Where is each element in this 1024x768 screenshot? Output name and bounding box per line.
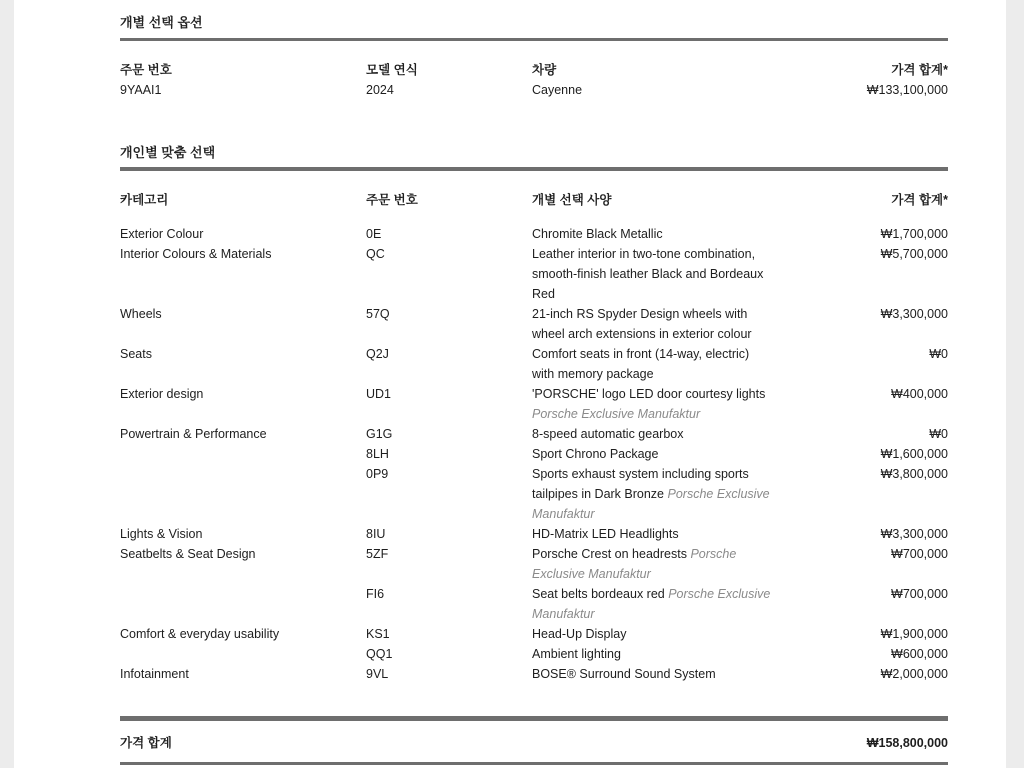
grand-total-value: ₩158,800,000 xyxy=(866,736,948,750)
option-code: KS1 xyxy=(366,627,390,641)
option-description-line: Ambient lighting xyxy=(532,647,621,661)
order-no-value: 9YAAI1 xyxy=(120,83,162,97)
option-code: UD1 xyxy=(366,387,392,401)
option-description-text: Seat belts bordeaux red xyxy=(532,587,665,601)
option-price: ₩3,300,000 xyxy=(880,527,948,541)
order-no-header: 주문 번호 xyxy=(120,63,172,77)
total-bottom-rule xyxy=(120,762,948,765)
option-code: 0P9 xyxy=(366,467,389,481)
total-top-rule xyxy=(120,716,948,721)
option-price: ₩2,000,000 xyxy=(880,667,948,681)
option-code: 9VL xyxy=(366,667,389,681)
option-category: Seatbelts & Seat Design xyxy=(120,547,256,561)
option-price: ₩0 xyxy=(929,427,948,441)
option-code: 8LH xyxy=(366,447,389,461)
option-code: 57Q xyxy=(366,307,390,321)
option-description-line: 21-inch RS Spyder Design wheels with xyxy=(532,307,748,321)
option-description-line: BOSE® Surround Sound System xyxy=(532,667,716,681)
option-description-line: HD-Matrix LED Headlights xyxy=(532,527,679,541)
option-description-line: Sports exhaust system including sports xyxy=(532,467,749,481)
option-description-line: Comfort seats in front (14-way, electric) xyxy=(532,347,750,361)
option-code: FI6 xyxy=(366,587,385,601)
option-description-line: 8-speed automatic gearbox xyxy=(532,427,684,441)
total-header: 가격 합계* xyxy=(891,63,948,77)
option-category: Infotainment xyxy=(120,667,189,681)
option-description-line: Red xyxy=(532,287,555,301)
option-price: ₩700,000 xyxy=(891,587,948,601)
option-code: G1G xyxy=(366,427,393,441)
option-price: ₩700,000 xyxy=(891,547,948,561)
model-year-header: 모델 연식 xyxy=(366,63,418,77)
option-header: 개별 선택 사양 xyxy=(532,193,612,207)
option-price: ₩5,700,000 xyxy=(880,247,948,261)
option-price: ₩3,300,000 xyxy=(880,307,948,321)
option-code: Q2J xyxy=(366,347,389,361)
option-category: Exterior Colour xyxy=(120,227,204,241)
exclusive-manufaktur-label: Porsche Exclusive xyxy=(668,587,771,601)
exclusive-manufaktur-label: Porsche Exclusive xyxy=(667,487,770,501)
option-description-line xyxy=(532,584,822,604)
option-description-line: Leather interior in two-tone combination, xyxy=(532,247,756,261)
option-description-line: 'PORSCHE' logo LED door courtesy lights xyxy=(532,387,766,401)
option-price: ₩0 xyxy=(929,347,948,361)
vehicle-value: Cayenne xyxy=(532,83,583,97)
vehicle-header: 차량 xyxy=(532,63,557,77)
option-price: ₩3,800,000 xyxy=(880,467,948,481)
option-price: ₩1,700,000 xyxy=(880,227,948,241)
section2-rule xyxy=(120,167,948,171)
option-description-text: tailpipes in Dark Bronze xyxy=(532,487,665,501)
section1-rule xyxy=(120,38,948,41)
option-category: Wheels xyxy=(120,307,162,321)
option-category: Seats xyxy=(120,347,152,361)
option-description-line: Sport Chrono Package xyxy=(532,447,659,461)
document-page xyxy=(14,0,1006,768)
price-header: 가격 합계* xyxy=(891,193,948,207)
model-year-value: 2024 xyxy=(366,83,394,97)
option-category: Exterior design xyxy=(120,387,204,401)
option-code-header: 주문 번호 xyxy=(366,193,418,207)
option-description-line: Chromite Black Metallic xyxy=(532,227,663,241)
option-code: QC xyxy=(366,247,385,261)
base-price-value: ₩133,100,000 xyxy=(866,83,948,97)
option-code: 0E xyxy=(366,227,382,241)
category-header: 카테고리 xyxy=(120,193,169,207)
exclusive-manufaktur-label: Manufaktur xyxy=(532,507,595,521)
option-category: Comfort & everyday usability xyxy=(120,627,280,641)
exclusive-manufaktur-label: Exclusive Manufaktur xyxy=(532,567,651,581)
option-description-line xyxy=(532,484,822,504)
option-description-line: smooth-finish leather Black and Bordeaux xyxy=(532,267,764,281)
exclusive-manufaktur-label: Porsche Exclusive Manufaktur xyxy=(532,407,701,421)
option-price: ₩1,900,000 xyxy=(880,627,948,641)
option-description-line: wheel arch extensions in exterior colour xyxy=(532,327,752,341)
exclusive-manufaktur-label: Manufaktur xyxy=(532,607,595,621)
grand-total-label: 가격 합계 xyxy=(120,736,172,750)
section1-title: 개별 선택 옵션 xyxy=(120,15,203,30)
option-code: QQ1 xyxy=(366,647,393,661)
option-code: 8IU xyxy=(366,527,386,541)
option-description-line: with memory package xyxy=(532,367,654,381)
option-description-line: Head-Up Display xyxy=(532,627,627,641)
option-category: Powertrain & Performance xyxy=(120,427,267,441)
option-category: Interior Colours & Materials xyxy=(120,247,272,261)
option-price: ₩600,000 xyxy=(891,647,948,661)
option-price: ₩1,600,000 xyxy=(880,447,948,461)
option-category: Lights & Vision xyxy=(120,527,203,541)
option-description-text: Porsche Crest on headrests xyxy=(532,547,687,561)
option-description-line xyxy=(532,544,822,564)
option-price: ₩400,000 xyxy=(891,387,948,401)
section2-title: 개인별 맞춤 선택 xyxy=(120,145,216,160)
exclusive-manufaktur-label: Porsche xyxy=(690,547,737,561)
option-code: 5ZF xyxy=(366,547,389,561)
